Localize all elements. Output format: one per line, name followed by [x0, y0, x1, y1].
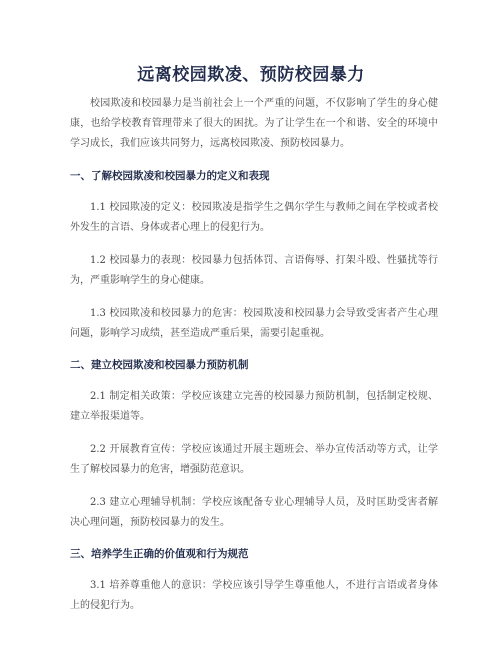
- section-3-paragraph-1: 3.1 培养尊重他人的意识：学校应该引导学生尊重他人，不进行言语或者身体上的侵犯行为。: [70, 580, 438, 611]
- document-body: [70, 94, 438, 629]
- section-1-paragraph-3: 1.3 校园欺凌和校园暴力的危害：校园欺凌和校园暴力会导致受害者产生心理问题，影响学习成绩，甚至造成严重后果，需要引起重视。: [70, 308, 438, 339]
- section-heading-1: 一、了解校园欺凌和校园暴力的定义和表现: [70, 170, 270, 182]
- section-1-paragraph-2: 1.2 校园暴力的表现：校园暴力包括体罚、言语侮辱、打架斗殴、性骚扰等行为，严重影响学生的身心健康。: [70, 255, 438, 286]
- section-2-paragraph-2: 2.2 开展教育宣传：学校应该通过开展主题班会、举办宣传活动等方式，让学生了解校园暴力的危害，增强防范意识。: [70, 444, 438, 475]
- section-heading-2: 二、建立校园欺凌和校园暴力预防机制: [70, 359, 249, 371]
- intro-paragraph: 校园欺凌和校园暴力是当前社会上一个严重的问题，不仅影响了学生的身心健康，也给学校教育管理带来了很大的困扰。为了让学生在一个和谐、安全的环境中学习成长，我们应该共同努力，远离校园欺凌、预防校园暴力。: [70, 98, 438, 149]
- section-heading-3: 三、培养学生正确的价值观和行为规范: [70, 548, 249, 560]
- document-title: 远离校园欺凌、预防校园暴力: [137, 65, 365, 85]
- section-2-paragraph-1: 2.1 制定相关政策：学校应该建立完善的校园暴力预防机制，包括制定校规、建立举报渠道等。: [70, 391, 438, 422]
- section-1-paragraph-1: 1.1 校园欺凌的定义：校园欺凌是指学生之偶尔学生与教师之间在学校或者校外发生的言语、身体或者心理上的侵犯行为。: [70, 202, 438, 233]
- section-2-paragraph-3: 2.3 建立心理辅导机制：学校应该配备专业心理辅导人员，及时匡助受害者解决心理问题，预防校园暴力的发生。: [70, 497, 438, 528]
